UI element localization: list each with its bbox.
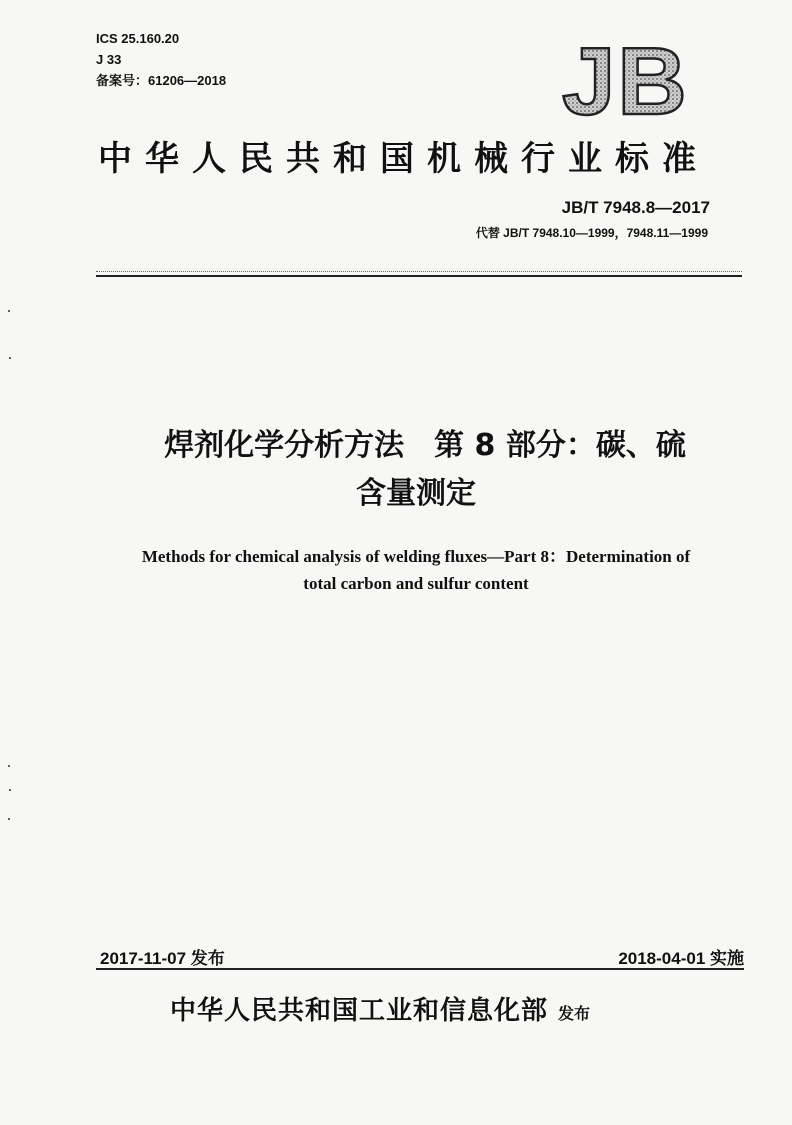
scan-speck [8, 310, 10, 312]
svg-text:JB: JB [562, 38, 689, 120]
english-title-line-1: Methods for chemical analysis of welding fluxes—Part 8：Determination of [141, 547, 691, 566]
chinese-title [60, 422, 772, 518]
scan-speck [9, 357, 11, 359]
jb-logo [560, 38, 706, 120]
english-title-line-2: total carbon and sulfur content [303, 574, 529, 593]
category-code: J 33 [96, 52, 122, 67]
issuer-organization: 中华人民共和国工业和信息化部 [170, 996, 549, 1026]
filing-number: 备案号：61206—2018 [96, 73, 227, 88]
ics-code: ICS 25.160.20 [96, 31, 180, 46]
standard-number: JB/T 7948.8—2017 [561, 198, 710, 217]
implementation-date: 2018-04-01 实施 [618, 949, 744, 968]
replaces-standards: 代替 JB/T 7948.10—1999，7948.11—1999 [475, 226, 708, 240]
chinese-title-line-1: 焊剂化学分析方法 第 8 部分：碳、硫 [164, 428, 686, 463]
scan-speck [8, 765, 10, 767]
footer-rule [96, 968, 744, 970]
header-dotted-rule [96, 271, 742, 272]
scan-speck [8, 818, 10, 820]
scan-speck [9, 789, 11, 791]
chinese-title-line-2: 含量测定 [356, 476, 476, 511]
published-label: 发布 [558, 1004, 591, 1023]
standard-type-title: 中华人民共和国机械行业标准 [98, 139, 709, 179]
issuing-authority [170, 990, 590, 1027]
classification-block [96, 28, 226, 91]
header-rule [96, 275, 742, 277]
english-title [60, 543, 772, 597]
issue-date: 2017-11-07 发布 [100, 949, 225, 968]
